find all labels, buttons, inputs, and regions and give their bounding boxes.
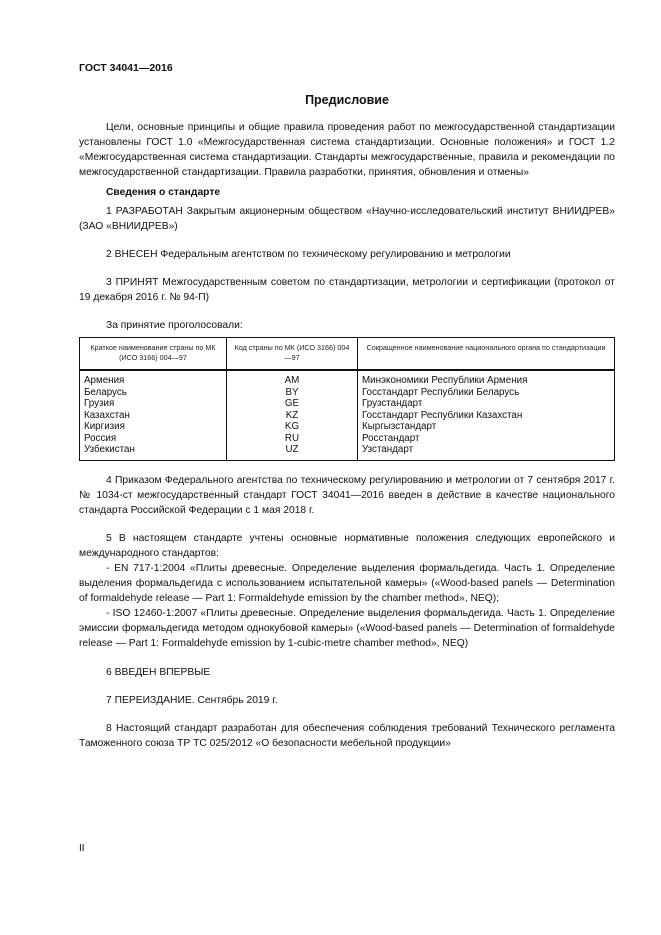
standards-body: Грузстандарт	[358, 398, 615, 410]
item-first-time: 6 ВВЕДЕН ВПЕРВЫЕ	[106, 666, 211, 678]
item-adopted: 3 ПРИНЯТ Межгосударственным советом по стандартизации, метрологии и сертификации (протокол от 19 декабря 2016 г. № 94-П)	[79, 277, 615, 303]
country-name: Россия	[80, 433, 227, 445]
standards-body: Госстандарт Республики Казахстан	[358, 410, 615, 422]
table-row	[80, 387, 615, 399]
table-row	[80, 370, 615, 387]
standards-body: Росстандарт	[358, 433, 615, 445]
header-standards-body: Сокращенное наименование национального органа по стандартизации	[358, 338, 615, 371]
item-introduced: 2 ВНЕСЕН Федеральным агентством по техническому регулированию и метрологии	[106, 249, 511, 260]
page-number: II	[79, 843, 85, 854]
country-name: Казахстан	[80, 410, 227, 422]
intro-paragraph: Цели, основные принципы и общие правила проведения работ по межгосударственной стандартизации установлены ГОСТ 1.0 «Межгосударственная система стандартизации. Основные положения» и ГОСТ 1.2 «Межгосударственная система стандартизации. Стандарты межгосударственные, правила и рекомендации по межгосударственной стандартизации. Правила разработки, принятия, обновления и отмены»	[79, 122, 615, 178]
item-tech-regulation: 8 Настоящий стандарт разработан для обеспечения соблюдения требований Технического регламента Таможенного союза ТР ТС 025/2012 «О безопасности мебельной продукции»	[79, 722, 615, 749]
country-name: Армения	[80, 370, 227, 387]
standards-body: Кыргызстандарт	[358, 421, 615, 433]
table-row	[80, 398, 615, 410]
item-developed: 1 РАЗРАБОТАН Закрытым акционерным обществом «Научно-исследовательский институт ВНИИДРЕВ» (ЗАО «ВНИИДРЕВ»)	[79, 206, 615, 232]
country-name: Узбекистан	[80, 444, 227, 460]
country-code: KG	[227, 421, 358, 433]
preface-body	[79, 120, 615, 755]
page-title: Предисловие	[305, 93, 389, 107]
table-row	[80, 444, 615, 460]
item-reissue: 7 ПЕРЕИЗДАНИЕ. Сентябрь 2019 г.	[106, 694, 278, 706]
standards-body: Узстандарт	[358, 444, 615, 460]
country-name: Беларусь	[80, 387, 227, 399]
standards-body: Минэкономики Республики Армения	[358, 370, 615, 387]
country-code: GE	[227, 398, 358, 410]
item-euro-intro: 5 В настоящем стандарте учтены основные нормативные положения следующих европейского и международного стандартов:	[79, 532, 615, 559]
country-name: Грузия	[80, 398, 227, 410]
table-row	[80, 433, 615, 445]
list-item: - ISO 12460-1:2007 «Плиты древесные. Определение выделения формальдегида. Часть 1. Определение эмиссии формальдегида методом однокубовой камеры» («Wood-based panels — Determination of formaldehyde release — Part 1: Formaldehyde emission by 1-cubic-metre chamber method», NEQ)	[79, 607, 615, 649]
voting-countries-table	[79, 337, 615, 461]
country-code: BY	[227, 387, 358, 399]
country-code: KZ	[227, 410, 358, 422]
country-name: Киргизия	[80, 421, 227, 433]
table-row	[80, 421, 615, 433]
voted-label: За принятие проголосовали:	[106, 320, 243, 331]
list-item: - EN 717-1:2004 «Плиты древесные. Определение выделения формальдегида. Часть 1. Определение выделения формальдегида с использованием испытательной камеры» («Wood-based panels — Determination of formaldehyde release — Part 1: Formaldehyde emission by the chamber method», NEQ);	[79, 562, 615, 604]
country-code: AM	[227, 370, 358, 387]
table-header-row	[80, 338, 615, 371]
header-country-name: Краткое наименование страны по МК (ИСО 3166) 004—97	[80, 338, 227, 371]
section-heading: Сведения о стандарте	[106, 187, 221, 198]
standards-body: Госстандарт Республики Беларусь	[358, 387, 615, 399]
country-code: RU	[227, 433, 358, 445]
header-country-code: Код страны по МК (ИСО 3166) 004—97	[227, 338, 358, 371]
country-code: UZ	[227, 444, 358, 460]
item-order: 4 Приказом Федерального агентства по техническому регулированию и метрологии от 7 сентября 2017 г. № 1034-ст межгосударственный стандарт ГОСТ 34041—2016 введен в действие в качестве национального стандарта Российской Федерации с 1 мая 2018 г.	[79, 474, 615, 516]
document-code: ГОСТ 34041—2016	[79, 62, 173, 74]
table-row	[80, 410, 615, 422]
